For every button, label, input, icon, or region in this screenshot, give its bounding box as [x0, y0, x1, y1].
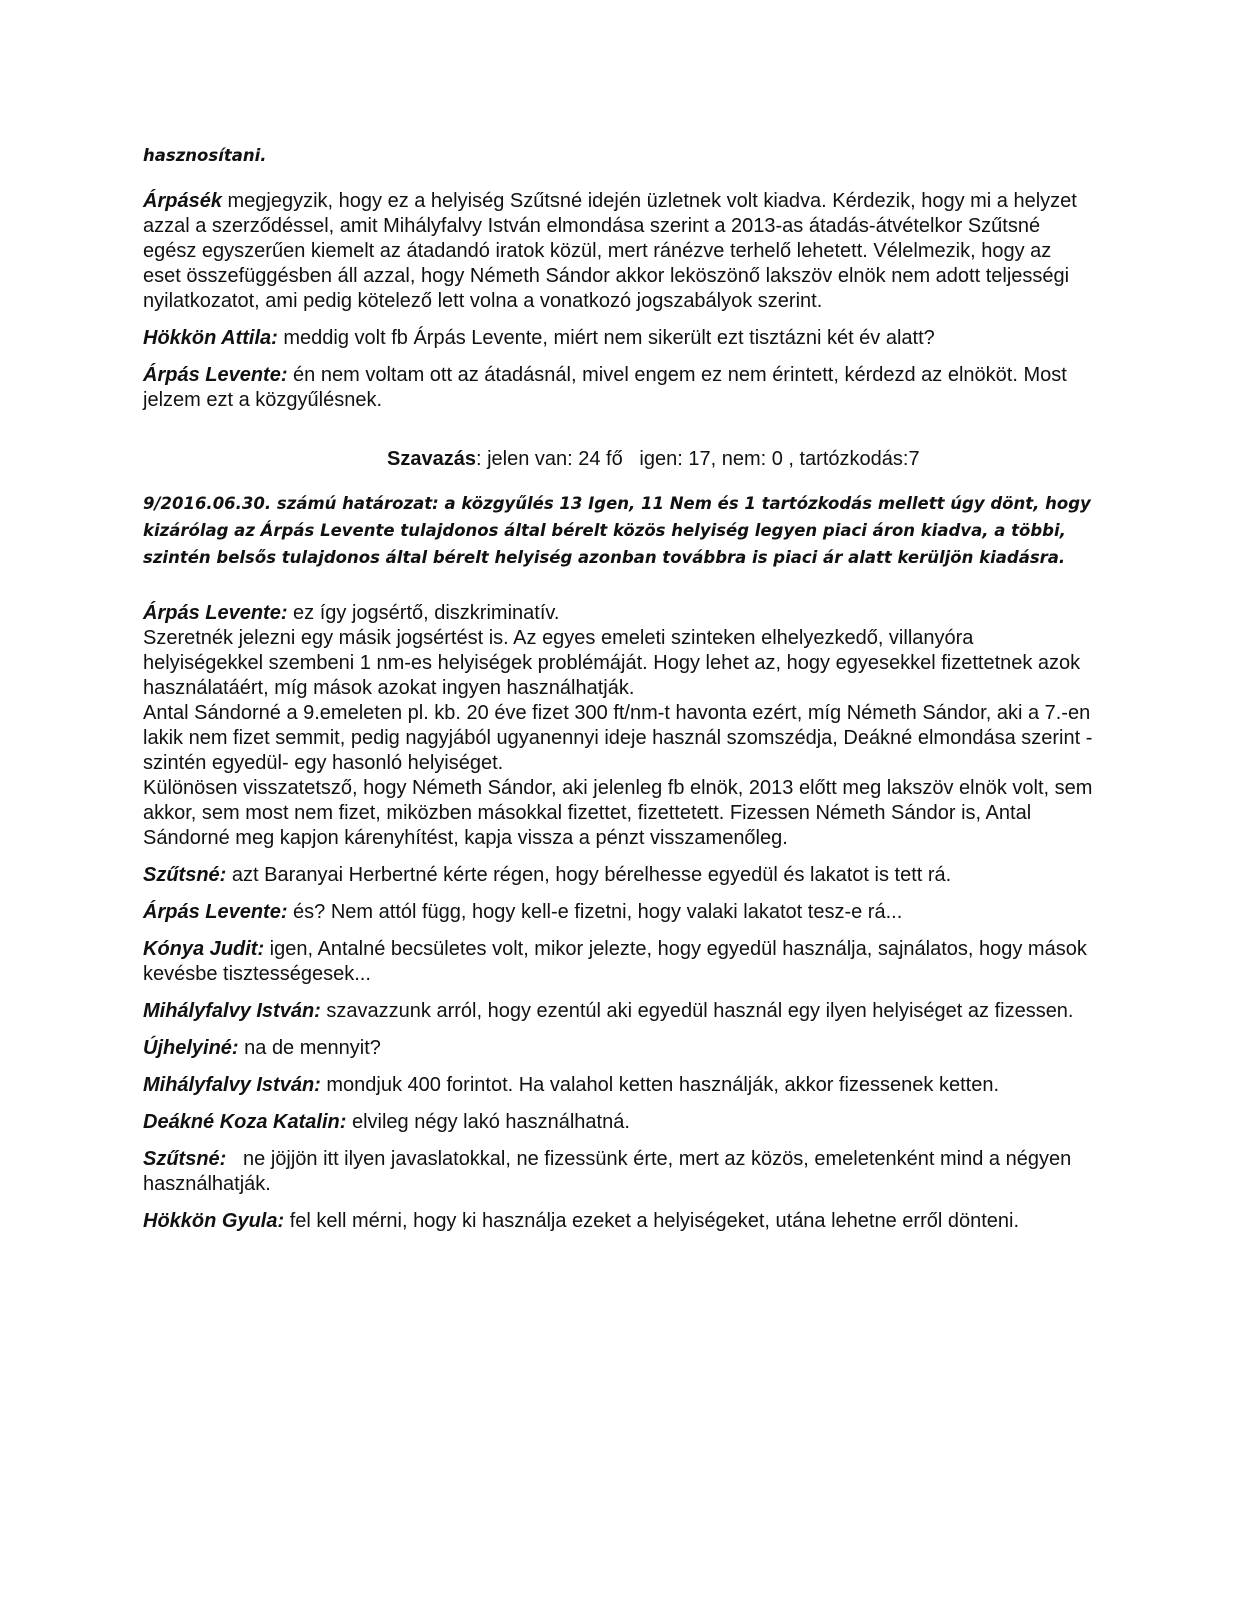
speaker-name: Szűtsné: [143, 864, 227, 886]
paragraph-text: na de mennyit? [238, 1037, 381, 1059]
document-page [143, 142, 1093, 1246]
speaker-name: Újhelyiné: [143, 1037, 239, 1059]
speaker-name: Kónya Judit: [143, 938, 265, 960]
paragraph-ujhelyine [143, 1036, 1093, 1061]
paragraph-mihalyfalvy-1 [143, 999, 1093, 1024]
vote-text: : jelen van: 24 fő igen: 17, nem: 0 , tartózkodás:7 [475, 448, 920, 470]
paragraph-szutsne-2 [143, 1147, 1093, 1197]
paragraph-text: én nem voltam ott az átadásnál, mivel engem ez nem érintett, kérdezd az elnököt. Most jelzem ezt a közgyűlésnek. [143, 364, 1067, 411]
paragraph-deakne [143, 1110, 1093, 1135]
paragraph-hokkon-attila [143, 326, 1093, 351]
paragraph-text: igen, Antalné becsületes volt, mikor jelezte, hogy egyedül használja, sajnálatos, hogy mások kevésbe tisztességesek... [143, 938, 1087, 985]
speaker-name: Deákné Koza Katalin: [143, 1111, 347, 1133]
vote-label: Szavazás [387, 448, 476, 470]
paragraph-text: és? Nem attól függ, hogy kell-e fizetni, hogy valaki lakatot tesz-e rá... [287, 901, 903, 923]
speaker-name: Mihályfalvy István: [143, 1000, 321, 1022]
opening-line: hasznosítani. [143, 146, 267, 165]
paragraph-szutsne-1 [143, 863, 1093, 888]
paragraph-line: Különösen visszatetsző, hogy Németh Sándor, aki jelenleg fb elnök, 2013 előtt meg lakszöv elnök volt, sem akkor, sem most nem fizet, miközben másokkal fizettet, fizettetett. Fizessen Németh Sándor is, Antal Sándorné meg kapjon kárenyhítést, kapja vissza a pénzt visszamenőleg. [143, 777, 1093, 849]
speaker-name: Hökkön Attila: [143, 327, 278, 349]
speaker-name: Árpás Levente: [143, 602, 288, 624]
speaker-name: Hökkön Gyula: [143, 1210, 285, 1232]
paragraph-text: azt Baranyai Herbertné kérte régen, hogy bérelhesse egyedül és lakatot is tett rá. [226, 864, 952, 886]
paragraph-text: ez így jogsértő, diszkriminatív. [287, 602, 560, 624]
paragraph-line: Szeretnék jelezni egy másik jogsértést is. Az egyes emeleti szinteken elhelyezkedő, villanyóra helyiségekkel szembeni 1 nm-es helyiségek problémáját. Hogy lehet az, hogy egyesekkel fizettetnek azok használatáért, míg mások azokat ingyen használhatják. [143, 627, 1081, 699]
speaker-name: Árpásék [143, 190, 222, 212]
resolution: 9/2016.06.30. számú határozat: a közgyűlés 13 Igen, 11 Nem és 1 tartózkodás mellett úgy dönt, hogy kizárólag az Árpás Levente tulajdonos által bérelt közös helyiség legyen piaci áron kiadva, a többi, szintén belsős tulajdonos által bérelt helyiség azonban továbbra is piaci ár alatt kerüljön kiadásra. [143, 494, 1091, 567]
speaker-name: Mihályfalvy István: [143, 1074, 321, 1096]
paragraph-arpas-levente-1 [143, 363, 1093, 413]
speaker-name: Árpás Levente: [143, 901, 288, 923]
paragraph-text: elvileg négy lakó használhatná. [346, 1111, 630, 1133]
speaker-name: Szűtsné: [143, 1148, 227, 1170]
paragraph-arpasek [143, 189, 1093, 314]
paragraph-mihalyfalvy-2 [143, 1073, 1093, 1098]
paragraph-text: ne jöjjön itt ilyen javaslatokkal, ne fizessünk érte, mert az közös, emeletenként mind a négyen használhatják. [143, 1148, 1077, 1195]
paragraph-text: fel kell mérni, hogy ki használja ezeket a helyiségeket, utána lehetne erről dönteni. [284, 1210, 1020, 1232]
paragraph-text: szavazzunk arról, hogy ezentúl aki egyedül használ egy ilyen helyiséget az fizessen. [320, 1000, 1074, 1022]
paragraph-text: megjegyzik, hogy ez a helyiség Szűtsné idején üzletnek volt kiadva. Kérdezik, hogy mi a helyzet azzal a szerződéssel, amit Mihályfalvy István elmondása szerint a 2013-as átadás-átvételkor Szűtsné egész egyszerűen kiemelt az átadandó iratok közül, mert ránézve terhelő lehetett. Vélelmezik, hogy az eset összefüggésben áll azzal, hogy Németh Sándor akkor leköszönő lakszöv elnök nem adott teljességi nyilatkozatot, ami pedig kötelező lett volna a vonatkozó jogszabályok szerint. [143, 190, 1077, 312]
paragraph-line: Antal Sándorné a 9.emeleten pl. kb. 20 éve fizet 300 ft/nm-t havonta ezért, míg Németh Sándor, aki a 7.-en lakik nem fizet semmit, pedig nagyjából ugyanennyi ideje használ szomszédja, Deákné elmondása szerint - szintén egyedül- egy hasonló helyiséget. [143, 702, 1093, 774]
paragraph-konya-judit [143, 937, 1093, 987]
speaker-name: Árpás Levente: [143, 364, 288, 386]
paragraph-arpas-levente-2 [143, 601, 1093, 851]
paragraph-arpas-levente-3 [143, 900, 1093, 925]
paragraph-hokkon-gyula [143, 1209, 1093, 1234]
paragraph-text: mondjuk 400 forintot. Ha valahol ketten használják, akkor fizessenek ketten. [320, 1074, 999, 1096]
paragraph-text: meddig volt fb Árpás Levente, miért nem sikerült ezt tisztázni két év alatt? [277, 327, 935, 349]
vote-result [143, 447, 1093, 472]
